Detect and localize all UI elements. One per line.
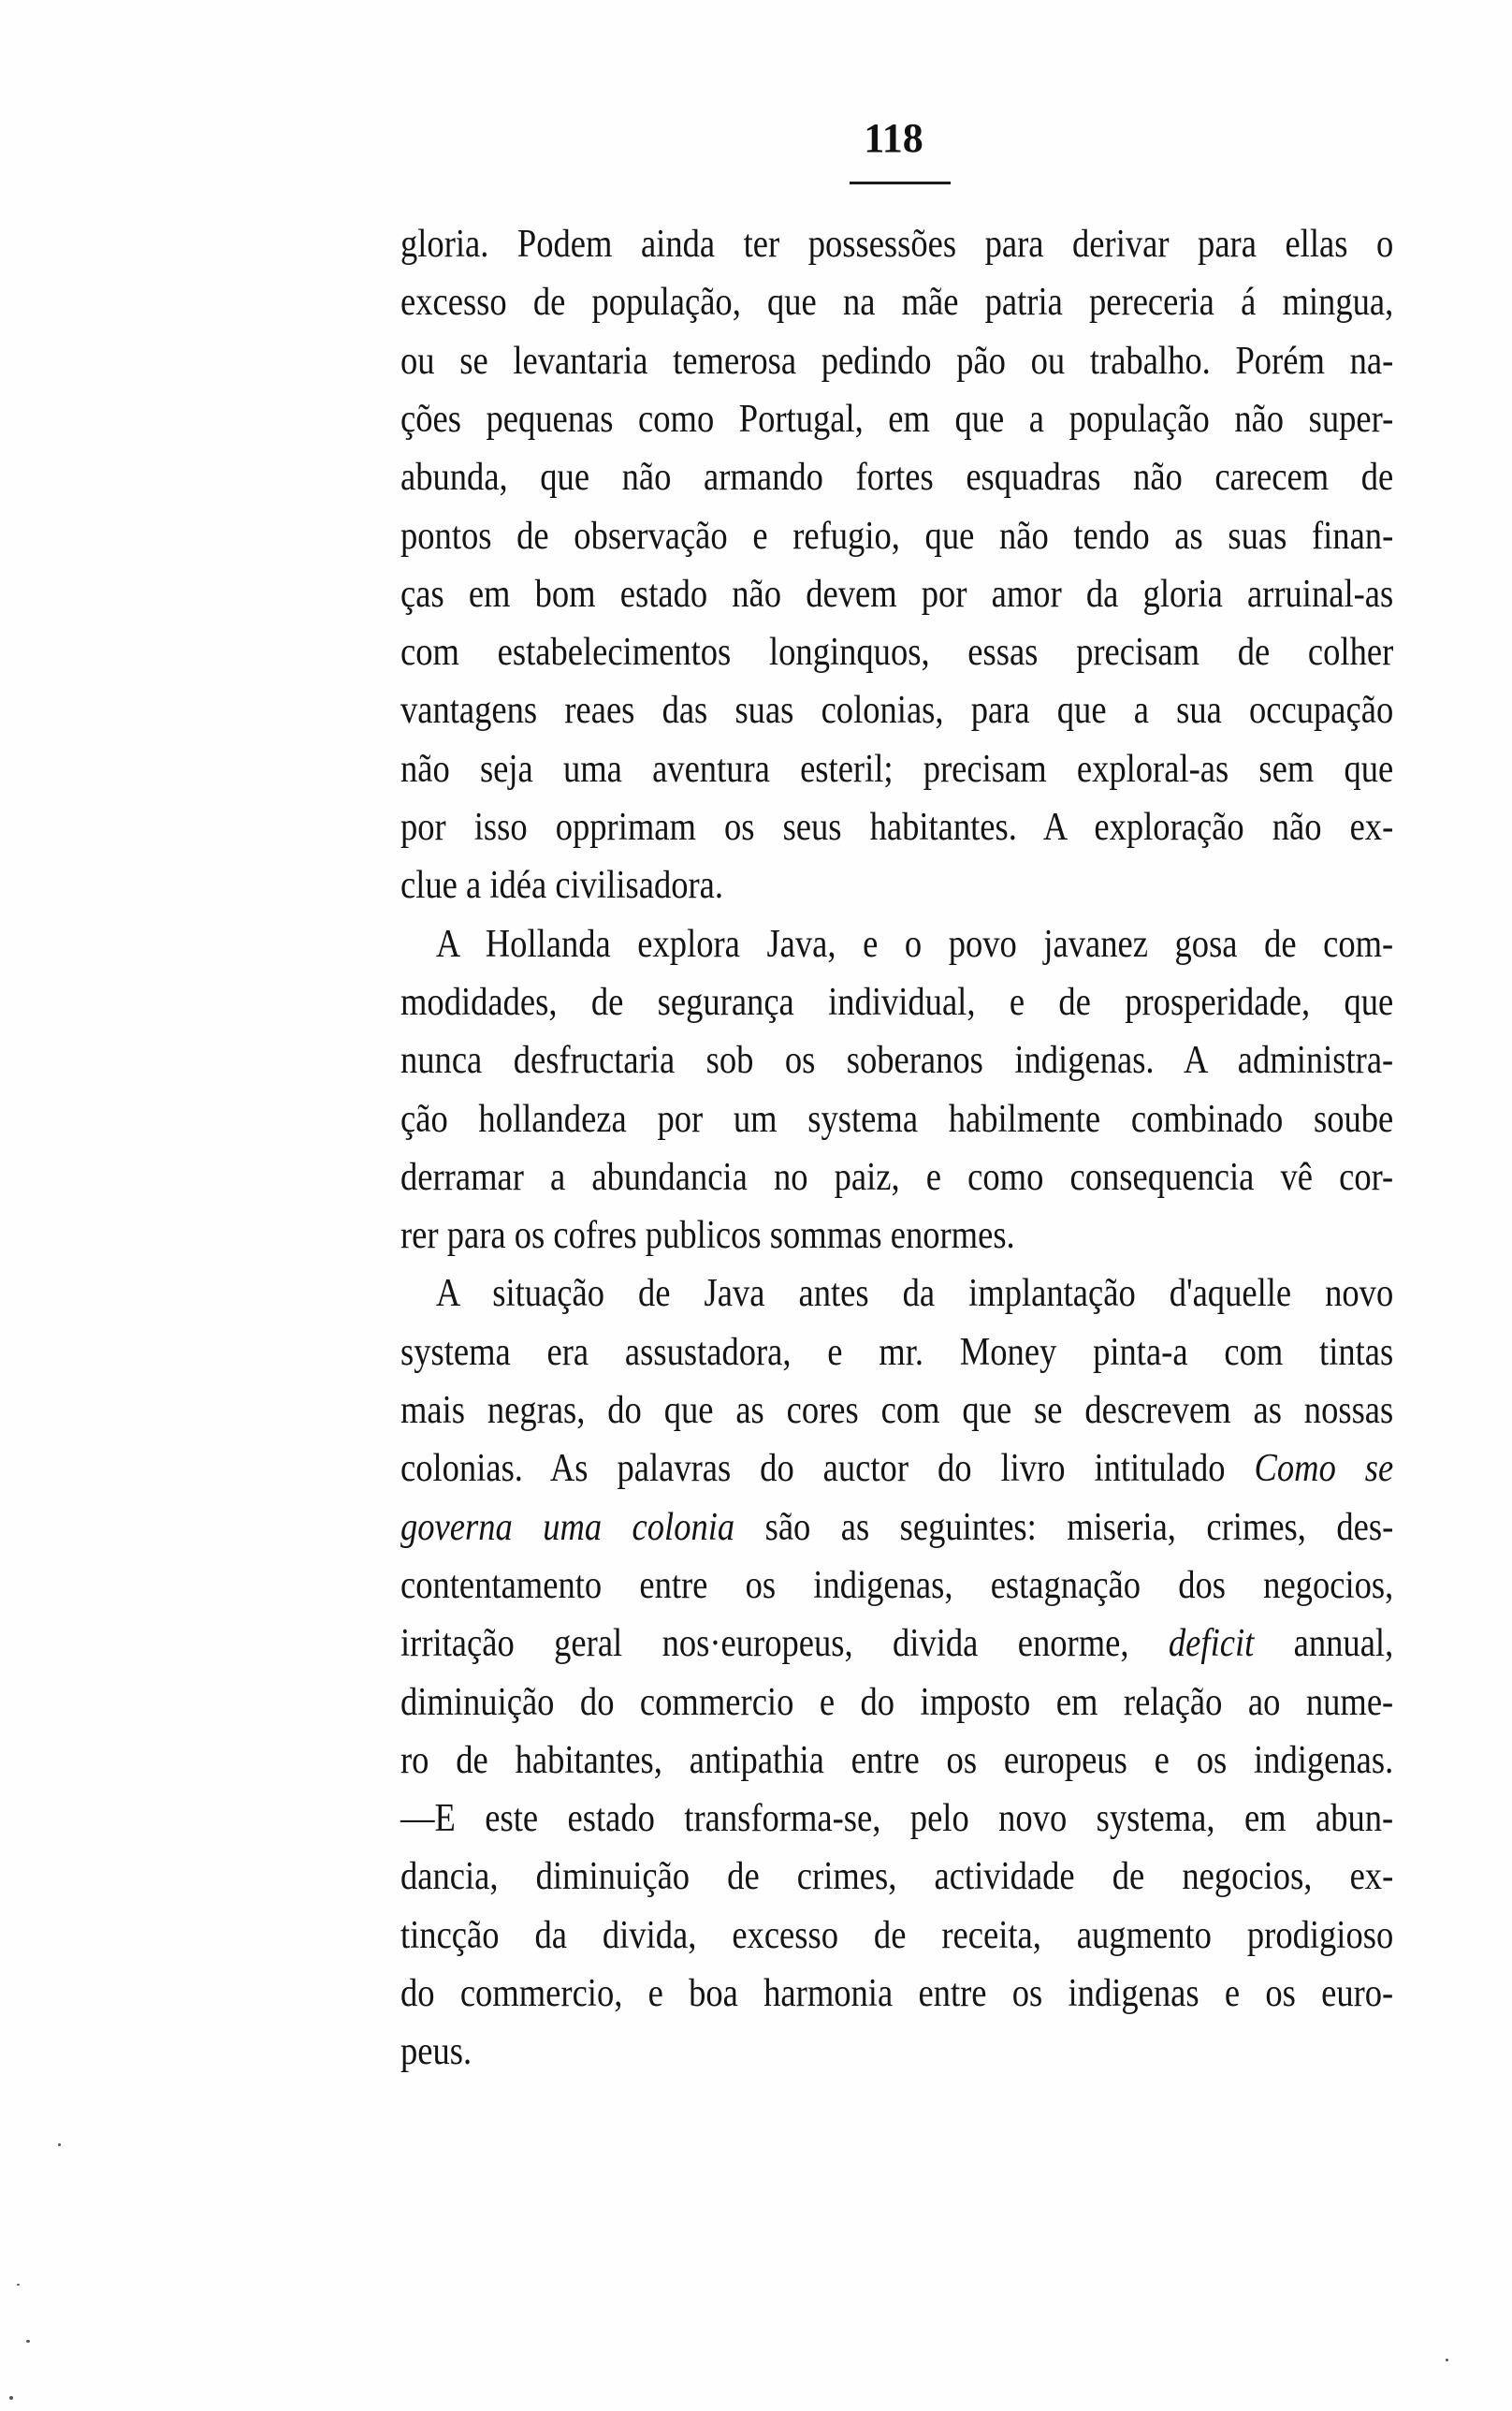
text-line	[400, 1907, 1393, 1965]
line-text: ro de habitantes, antipathia entre os europeus e os indigenas.	[400, 1737, 1394, 1782]
paper-speck	[1446, 2359, 1448, 2361]
line-text: por isso opprimam os seus habitantes. A exploração não ex-	[400, 805, 1394, 849]
line-text: contentamento entre os indigenas, estagnação dos negocios,	[400, 1562, 1394, 1607]
line-text: são as seguintes: miseria, crimes, des-	[734, 1504, 1394, 1549]
line-text: não seja uma aventura esteril; precisam exploral-as sem que	[400, 746, 1394, 791]
line-text: ção hollandeza por um systema habilmente combinado soube	[400, 1096, 1394, 1141]
line-text: com estabelecimentos longinquos, essas precisam de colher	[400, 630, 1394, 675]
paper-speck	[58, 2143, 61, 2146]
text-line	[400, 273, 1393, 331]
line-text: peus.	[400, 2029, 472, 2074]
text-line	[400, 1439, 1393, 1498]
line-text: rer para os cofres publicos sommas enormes.	[400, 1213, 1015, 1258]
line-text: gloria. Podem ainda ter possessões para derivar para ellas o	[400, 222, 1394, 266]
line-text: derramar a abundancia no paiz, e como consequencia vê cor-	[400, 1154, 1394, 1199]
italic-text: deficit	[1168, 1621, 1255, 1666]
line-text: annual,	[1254, 1621, 1394, 1666]
line-text: ções pequenas como Portugal, em que a população não super-	[400, 396, 1394, 441]
text-line	[400, 915, 1393, 973]
page-number-underline	[850, 182, 951, 184]
line-text: irritação geral nos·europeus, divida enorme,	[400, 1621, 1169, 1666]
text-line	[400, 1264, 1393, 1322]
text-line	[400, 507, 1393, 565]
line-text: tincção da divida, excesso de receita, augmento prodigioso	[400, 1912, 1394, 1957]
line-text: systema era assustadora, e mr. Money pinta-a com tintas	[400, 1329, 1394, 1374]
text-line	[400, 1206, 1393, 1264]
line-text: dancia, diminuição de crimes, actividade de negocios, ex-	[400, 1854, 1394, 1899]
line-text: abunda, que não armando fortes esquadras não carecem de	[400, 455, 1394, 500]
paper-speck	[9, 2396, 13, 2400]
line-text: do commercio, e boa harmonia entre os indigenas e os euro-	[400, 1971, 1394, 2015]
text-line	[400, 565, 1393, 623]
line-text: clue a idéa civilisadora.	[400, 863, 724, 908]
text-line	[400, 215, 1393, 273]
line-text: nunca desfructaria sob os soberanos indigenas. A administra-	[400, 1038, 1394, 1083]
line-text: diminuição do commercio e do imposto em relação ao nume-	[400, 1679, 1394, 1724]
italic-text: governa uma colonia	[400, 1504, 735, 1549]
paper-speck	[17, 2284, 20, 2286]
text-line	[400, 448, 1393, 506]
text-line	[400, 1615, 1393, 1673]
text-line	[400, 390, 1393, 448]
line-text: modidades, de segurança individual, e de prosperidade, que	[400, 979, 1394, 1024]
text-line	[400, 332, 1393, 390]
text-line	[400, 1381, 1393, 1439]
text-line	[400, 856, 1393, 914]
text-line	[400, 623, 1393, 681]
line-text: mais negras, do que as cores com que se descrevem as nossas	[400, 1388, 1394, 1432]
text-line	[400, 1031, 1393, 1089]
text-line	[400, 1965, 1393, 2023]
line-text: pontos de observação e refugio, que não tendo as suas finan-	[400, 513, 1394, 558]
line-text: ou se levantaria temerosa pedindo pão ou trabalho. Porém na-	[400, 338, 1394, 383]
line-text: —E este estado transforma-se, pelo novo systema, em abun-	[400, 1796, 1394, 1841]
text-line	[400, 1556, 1393, 1615]
text-line	[400, 740, 1393, 798]
text-line	[400, 1790, 1393, 1848]
text-line	[400, 1148, 1393, 1206]
page-number: 118	[864, 115, 923, 161]
text-line	[400, 1090, 1393, 1148]
line-text: excesso de população, que na mãe patria pereceria á mingua,	[400, 280, 1394, 325]
line-text: colonias. As palavras do auctor do livro intitulado	[400, 1446, 1255, 1491]
text-line	[400, 1732, 1393, 1790]
text-line	[400, 2023, 1393, 2081]
paper-speck	[26, 2340, 30, 2343]
text-line	[400, 681, 1393, 739]
line-text: ças em bom estado não devem por amor da gloria arruinal-as	[400, 571, 1394, 616]
italic-text: Como se	[1254, 1446, 1394, 1491]
text-line	[400, 1323, 1393, 1381]
text-line	[400, 798, 1393, 856]
text-line	[400, 973, 1393, 1031]
text-line	[400, 1498, 1393, 1556]
line-text: A situação de Java antes da implantação d'aquelle novo	[435, 1271, 1394, 1316]
text-line	[400, 1673, 1393, 1732]
line-text: vantagens reaes das suas colonias, para que a sua occupação	[400, 688, 1394, 733]
line-text: A Hollanda explora Java, e o povo javanez gosa de com-	[435, 921, 1394, 966]
text-line	[400, 1848, 1393, 1906]
